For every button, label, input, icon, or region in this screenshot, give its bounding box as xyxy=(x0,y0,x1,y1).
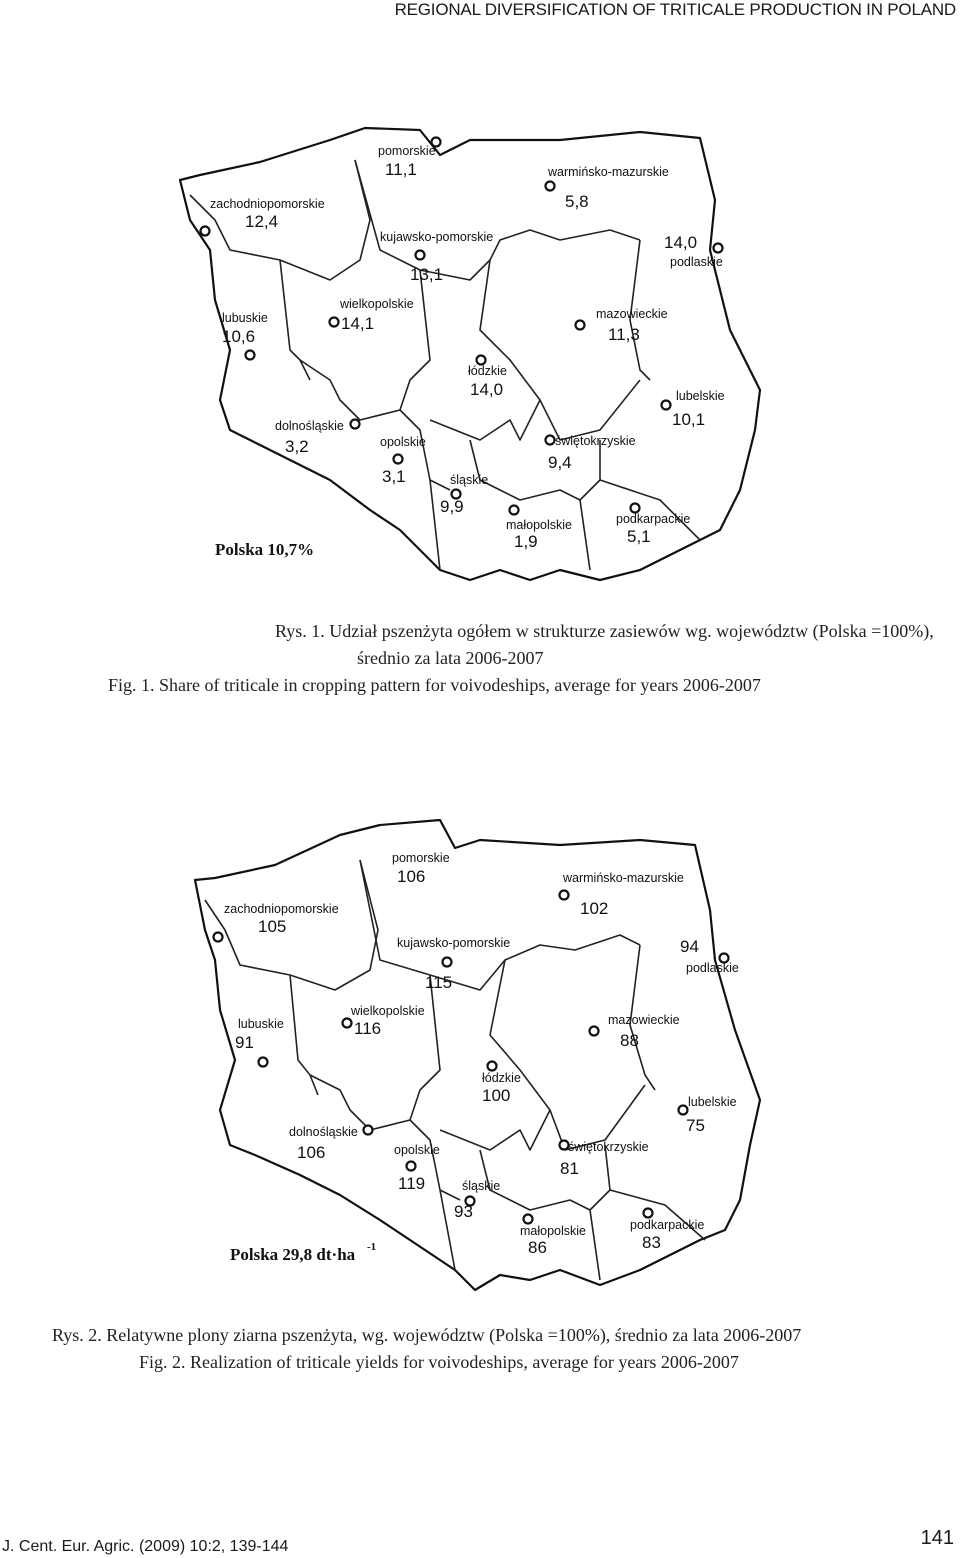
region-name: lubuskie xyxy=(238,1017,284,1031)
region-name: podlaskie xyxy=(670,255,723,269)
region-value: 9,4 xyxy=(548,453,572,472)
region-value: 11,1 xyxy=(385,160,417,179)
region-marker xyxy=(201,227,210,236)
region-marker xyxy=(407,1162,416,1171)
region-value: 115 xyxy=(425,973,453,992)
region-value: 81 xyxy=(560,1159,579,1178)
region-name: podkarpackie xyxy=(630,1218,705,1232)
region-dolnoslaskie xyxy=(275,419,360,456)
region-value: 11,3 xyxy=(608,325,640,344)
region-name: podkarpackie xyxy=(616,512,691,526)
running-header: REGIONAL DIVERSIFICATION OF TRITICALE PRODUCTION IN POLAND xyxy=(394,0,956,19)
region-value: 88 xyxy=(620,1031,639,1050)
region-value: 14,1 xyxy=(341,314,375,333)
region-value: 9,9 xyxy=(440,497,464,516)
region-name: kujawsko-pomorskie xyxy=(380,230,494,244)
poland-average-unit-superscript: -1 xyxy=(367,1241,377,1253)
region-podlaskie xyxy=(680,937,739,975)
region-swietokrzyskie xyxy=(560,1140,649,1178)
region-name: dolnośląskie xyxy=(289,1125,358,1139)
region-value: 119 xyxy=(398,1174,426,1193)
region-lubuskie xyxy=(235,1017,284,1067)
region-wielkopolskie xyxy=(343,1004,425,1038)
region-name: lubelskie xyxy=(688,1095,737,1109)
region-value: 94 xyxy=(680,937,699,956)
region-marker xyxy=(259,1058,268,1067)
region-name: łódzkie xyxy=(468,364,507,378)
region-marker xyxy=(343,1019,352,1028)
map-figure-2 xyxy=(0,800,960,1310)
region-value: 14,0 xyxy=(664,233,698,252)
region-marker xyxy=(214,933,223,942)
region-value: 83 xyxy=(642,1233,661,1252)
region-value: 5,8 xyxy=(565,192,589,211)
region-lodzkie xyxy=(482,1062,521,1106)
region-name: zachodniopomorskie xyxy=(210,197,325,211)
region-name: śląskie xyxy=(450,473,489,487)
region-marker xyxy=(576,321,585,330)
region-marker xyxy=(679,1106,688,1115)
region-name: mazowieckie xyxy=(596,307,668,321)
region-name: opolskie xyxy=(394,1143,440,1157)
region-marker xyxy=(351,420,360,429)
region-marker xyxy=(364,1126,373,1135)
figure1-caption-pl-line2: średnio za lata 2006-2007 xyxy=(357,648,544,668)
region-name: łódzkie xyxy=(482,1071,521,1085)
region-slaskie xyxy=(440,473,488,516)
region-marker xyxy=(524,1215,533,1224)
map-figure-1 xyxy=(0,100,960,600)
region-zachodniopomorskie xyxy=(214,902,339,942)
region-name: wielkopolskie xyxy=(340,297,414,311)
region-name: świętokrzyskie xyxy=(568,1140,649,1154)
region-name: kujawsko-pomorskie xyxy=(397,936,511,950)
region-opolskie xyxy=(380,435,426,486)
region-marker xyxy=(488,1062,497,1071)
region-value: 1,9 xyxy=(514,532,538,551)
region-podlaskie xyxy=(664,233,723,269)
region-malopolskie xyxy=(506,506,572,552)
region-value: 106 xyxy=(397,867,426,886)
region-name: dolnośląskie xyxy=(275,419,344,433)
region-value: 116 xyxy=(354,1019,382,1038)
region-value: 93 xyxy=(454,1202,473,1221)
region-marker xyxy=(714,244,723,253)
region-value: 3,1 xyxy=(382,467,406,486)
region-marker xyxy=(560,891,569,900)
region-pomorskie xyxy=(378,138,441,180)
region-mazowieckie xyxy=(576,307,668,344)
region-value: 100 xyxy=(482,1086,511,1105)
region-name: pomorskie xyxy=(392,851,450,865)
region-value: 3,2 xyxy=(285,437,309,456)
region-opolskie xyxy=(394,1143,440,1193)
figure1-caption-pl-line1: Rys. 1. Udział pszenżyta ogółem w strukturze zasiewów wg. województw (Polska =100%), xyxy=(275,621,934,641)
region-value: 106 xyxy=(297,1143,326,1162)
region-marker xyxy=(644,1209,653,1218)
region-name: małopolskie xyxy=(520,1224,587,1238)
region-marker xyxy=(590,1027,599,1036)
region-name: zachodniopomorskie xyxy=(224,902,339,916)
region-name: mazowieckie xyxy=(608,1013,680,1027)
region-swietokrzyskie xyxy=(546,434,636,472)
region-name: lubelskie xyxy=(676,389,725,403)
region-marker xyxy=(416,251,425,260)
region-marker xyxy=(546,182,555,191)
region-marker xyxy=(330,318,339,327)
region-marker xyxy=(443,958,452,967)
region-wielkopolskie xyxy=(330,297,414,333)
poland-average-label: Polska 10,7% xyxy=(215,540,315,559)
region-slaskie xyxy=(454,1179,500,1221)
region-warminsko-mazurskie xyxy=(560,871,684,918)
region-name: świętokrzyskie xyxy=(555,434,636,448)
region-value: 102 xyxy=(580,899,609,918)
region-podkarpackie xyxy=(630,1209,704,1253)
region-lubelskie xyxy=(662,389,725,429)
region-marker xyxy=(662,401,671,410)
region-value: 91 xyxy=(235,1033,254,1052)
figure2-caption-en: Fig. 2. Realization of triticale yields for voivodeships, average for years 2006-2007 xyxy=(139,1352,739,1372)
region-value: 13,1 xyxy=(410,265,444,284)
region-dolnoslaskie xyxy=(289,1125,373,1162)
region-name: wielkopolskie xyxy=(351,1004,425,1018)
region-name: śląskie xyxy=(462,1179,501,1193)
region-pomorskie xyxy=(392,851,450,886)
region-name: warmińsko-mazurskie xyxy=(563,871,684,885)
region-value: 12,4 xyxy=(245,212,279,231)
region-marker xyxy=(246,351,255,360)
region-name: lubuskie xyxy=(222,311,268,325)
poland-average-label: Polska 29,8 dt·ha xyxy=(230,1245,356,1264)
journal-citation: J. Cent. Eur. Agric. (2009) 10:2, 139-144 xyxy=(2,1538,289,1555)
region-value: 10,6 xyxy=(222,327,256,346)
region-value: 105 xyxy=(258,917,287,936)
region-podkarpackie xyxy=(616,504,690,547)
region-kujawsko-pomorskie xyxy=(380,230,493,284)
region-value: 75 xyxy=(686,1116,705,1135)
region-lodzkie xyxy=(468,356,507,400)
region-kujawsko-pomorskie xyxy=(397,936,510,992)
region-name: małopolskie xyxy=(506,518,573,532)
region-marker xyxy=(394,455,403,464)
region-marker xyxy=(546,436,555,445)
region-name: warmińsko-mazurskie xyxy=(548,165,669,179)
region-value: 10,1 xyxy=(672,410,706,429)
region-name: opolskie xyxy=(380,435,426,449)
figure1-caption-en: Fig. 1. Share of triticale in cropping pattern for voivodeships, average for years 2006-2007 xyxy=(108,675,761,695)
region-marker xyxy=(510,506,519,515)
region-mazowieckie xyxy=(590,1013,680,1050)
region-lubelskie xyxy=(679,1095,737,1135)
region-value: 5,1 xyxy=(627,527,651,546)
region-value: 86 xyxy=(528,1238,547,1257)
page-number: 141 xyxy=(920,1527,954,1549)
figure2-caption-pl: Rys. 2. Relatywne plony ziarna pszenżyta, wg. województw (Polska =100%), średnio za lata 2006-2007 xyxy=(52,1325,802,1345)
region-name: podlaskie xyxy=(686,961,739,975)
region-warminsko-mazurskie xyxy=(546,165,669,211)
region-value: 14,0 xyxy=(470,380,504,399)
region-malopolskie xyxy=(520,1215,586,1258)
region-name: pomorskie xyxy=(378,144,436,158)
